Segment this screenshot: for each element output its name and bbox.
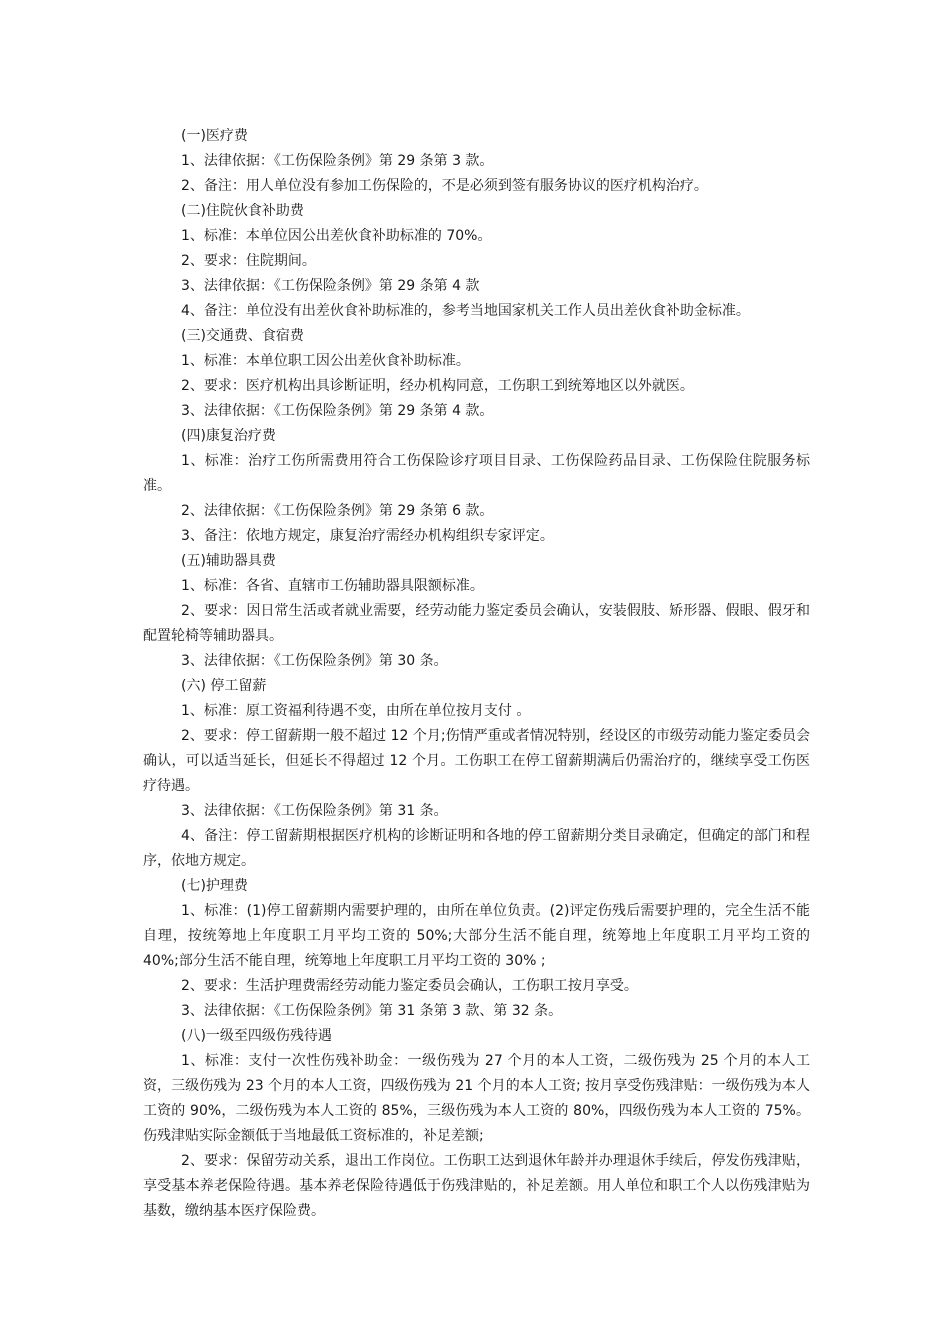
paragraph: 3、法律依据：《工伤保险条例》第 31 条。 [181,803,448,819]
paragraph: 1、标准：支付一次性伤残补助金：一级伤残为 27 个月的本人工资，二级伤残为 25 个月的本人工资，三级伤残为 23 个月的本人工资，四级伤残为 21 个月的本人工资; 按月享受伤残津贴：一级伤残为本人工资的 90%，二级伤残为本人工资的 85%，三级伤残为本人工资的 80%，四级伤残为本人工资的 75%。伤残津贴实际金额低于当地最低工资标准的，补足差额; [143,1053,810,1144]
paragraph: 1、标准：本单位职工因公出差伙食补助标准。 [181,353,470,369]
section-heading: (二)住院伙食补助费 [181,203,304,219]
paragraph: 1、标准：各省、直辖市工伤辅助器具限额标准。 [181,578,484,594]
paragraph: 1、标准：(1)停工留薪期内需要护理的，由所在单位负责。(2)评定伤残后需要护理的，完全生活不能自理，按统筹地上年度职工月平均工资的 50%;大部分生活不能自理，统筹地上年度职工月平均工资的 40%;部分生活不能自理，统筹地上年度职工月平均工资的 30% ; [143,903,810,969]
section-heading: (五)辅助器具费 [181,553,276,569]
paragraph: 2、要求：因日常生活或者就业需要，经劳动能力鉴定委员会确认，安装假肢、矫形器、假眼、假牙和配置轮椅等辅助器具。 [143,603,810,644]
paragraph: 2、要求：生活护理费需经劳动能力鉴定委员会确认，工伤职工按月享受。 [181,978,638,994]
document-body [143,124,810,1224]
section-heading: (七)护理费 [181,878,248,894]
paragraph: 3、法律依据：《工伤保险条例》第 31 条第 3 款、第 32 条。 [181,1003,563,1019]
paragraph: 2、备注：用人单位没有参加工伤保险的，不是必须到签有服务协议的医疗机构治疗。 [181,178,708,194]
section-heading: (一)医疗费 [181,128,248,144]
section-heading: (八)一级至四级伤残待遇 [181,1028,332,1044]
section-heading: (六) 停工留薪 [181,678,267,694]
paragraph: 3、备注：依地方规定，康复治疗需经办机构组织专家评定。 [181,528,554,544]
paragraph: 3、法律依据：《工伤保险条例》第 29 条第 4 款。 [181,403,494,419]
paragraph: 2、要求：停工留薪期一般不超过 12 个月;伤情严重或者情况特别，经设区的市级劳动能力鉴定委员会确认，可以适当延长，但延长不得超过 12 个月。工伤职工在停工留薪期满后仍需治疗的，继续享受工伤医疗待遇。 [143,728,810,794]
paragraph: 1、法律依据：《工伤保险条例》第 29 条第 3 款。 [181,153,494,169]
paragraph: 1、标准：本单位因公出差伙食补助标准的 70%。 [181,228,492,244]
paragraph: 2、要求：住院期间。 [181,253,316,269]
paragraph: 2、法律依据：《工伤保险条例》第 29 条第 6 款。 [181,503,494,519]
paragraph: 1、标准：治疗工伤所需费用符合工伤保险诊疗项目目录、工伤保险药品目录、工伤保险住院服务标准。 [143,453,810,494]
paragraph: 4、备注：停工留薪期根据医疗机构的诊断证明和各地的停工留薪期分类目录确定，但确定的部门和程序，依地方规定。 [143,828,810,869]
paragraph: 3、法律依据：《工伤保险条例》第 29 条第 4 款 [181,278,480,294]
paragraph: 2、要求：保留劳动关系，退出工作岗位。工伤职工达到退休年龄并办理退休手续后，停发伤残津贴，享受基本养老保险待遇。基本养老保险待遇低于伤残津贴的，补足差额。用人单位和职工个人以伤残津贴为基数，缴纳基本医疗保险费。 [143,1153,810,1219]
paragraph: 1、标准：原工资福利待遇不变，由所在单位按月支付 。 [181,703,531,719]
paragraph: 2、要求：医疗机构出具诊断证明，经办机构同意，工伤职工到统筹地区以外就医。 [181,378,694,394]
section-heading: (四)康复治疗费 [181,428,276,444]
paragraph: 4、备注：单位没有出差伙食补助标准的，参考当地国家机关工作人员出差伙食补助金标准。 [181,303,750,319]
section-heading: (三)交通费、食宿费 [181,328,304,344]
paragraph: 3、法律依据：《工伤保险条例》第 30 条。 [181,653,448,669]
